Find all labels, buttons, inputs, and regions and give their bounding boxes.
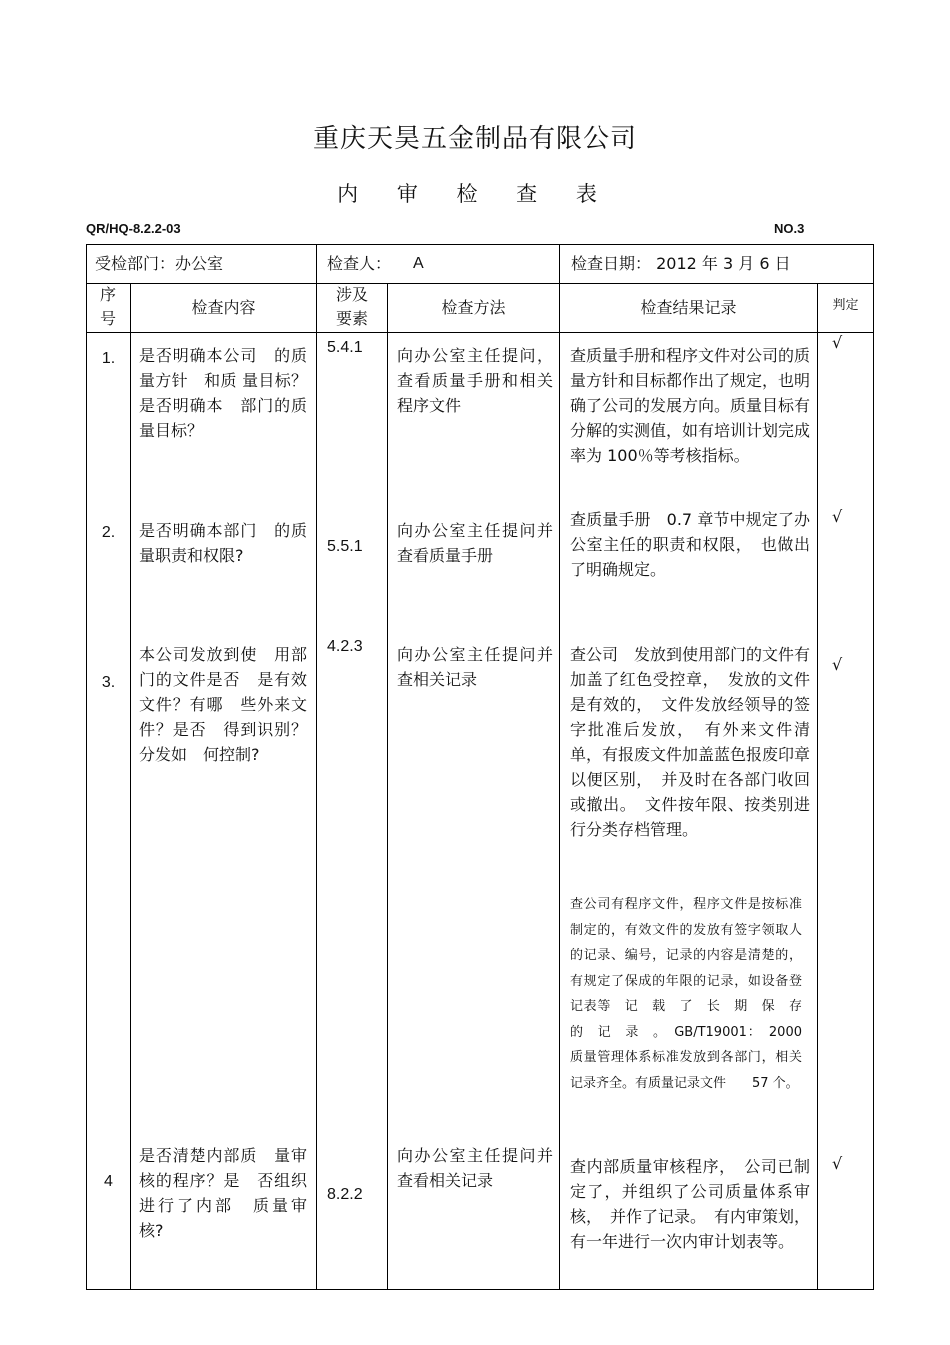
col-divider [130,283,131,1289]
judge-check: √ [832,655,843,674]
row-result: 查公司 发放到使用部门的文件有加盖了红色受控章， 发放的文件是有效的， 文件发放经领导的签字批准后发放， 有外来文件清单，有报废文件加盖蓝色报废印章以便区别， 并及时在各部门收回或撤出。 文件按年限、按类别进行分类存档管理。 [570,645,811,839]
company-title: 重庆天昊五金制品有限公司 [312,124,637,154]
row-divider [87,283,873,284]
row-clause: 4.2.3 [327,638,363,655]
row-content: 是否明确本公司 的质量方针 和质 量目标？是否明确本 部门的质量目标？ [139,346,307,440]
row-result: 查质量手册 0.7 章节中规定了办公室主任的职责和权限， 也做出了明确规定。 [570,510,810,579]
row-divider [87,332,873,333]
col-header-seq: 序号 [99,285,116,328]
row-method: 向办公室主任提问并查相关记录 [397,645,553,689]
col-header-judge: 判定 [832,298,859,313]
col-divider [559,245,560,283]
form-title: 内 审 检 查 表 [337,182,613,206]
page-number: NO.3 [774,221,805,236]
row-method: 向办公室主任提问，查看质量手册和相关程序文件 [397,346,553,415]
col-divider [559,283,560,1289]
inspector-name: A [413,255,424,272]
row-content: 本公司发放到使 用部门的文件是否 是有效文件？有哪 些外来文件？是否 得到识别？分发如 何控制? [139,645,307,764]
judge-check: √ [832,1154,843,1173]
col-divider [817,283,818,1289]
doc-code: QR/HQ-8.2.2-03 [86,221,181,236]
row-method: 向办公室主任提问并查看质量手册 [397,521,553,565]
row-seq: 2. [101,524,116,541]
row-content: 是否明确本部门 的质量职责和权限? [139,521,307,565]
row-clause: 5.4.1 [327,339,363,356]
row-method: 向办公室主任提问并查看相关记录 [397,1146,553,1190]
row-result: 查质量手册和程序文件对公司的质量方针和目标都作出了规定，也明确了公司的发展方向。质量目标有分解的实测值，如有培训计划完成率为 100％等考核指标。 [570,346,811,465]
row-result-extra: 查公司有程序文件，程序文件是按标准制定的，有效文件的发放有签字领取人的记录、编号，记录的内容是清楚的，有规定了保成的年限的记录，如设备登记表等 记 载 了 长 期 保 存 的 记 录 。 GB/T19001： 2000 质量管理体系标准发放到各部门，相关记录齐全。有质量记录文件 57 个。 [570,897,816,1091]
col-divider [316,245,317,283]
dept-label: 受检部门：办公室 [95,254,224,273]
inspector-label: 检查人： [327,254,392,273]
row-result: 查内部质量审核程序， 公司已制定了，并组织了公司质量体系审核， 并作了记录。 有内审策划，有一年进行一次内审计划表等。 [570,1157,811,1251]
judge-check: √ [832,333,843,352]
row-clause: 5.5.1 [327,538,363,555]
row-clause: 8.2.2 [327,1186,363,1203]
col-header-clause: 涉及要素 [335,285,368,328]
inspection-date: 检查日期： 2012 年 3 月 6 日 [571,254,791,273]
col-header-result: 检查结果记录 [640,298,737,317]
col-header-method: 检查方法 [441,298,506,317]
audit-table [86,244,874,1290]
row-seq: 3. [101,674,116,691]
row-seq: 4 [104,1173,113,1190]
col-divider [387,283,388,1289]
col-header-content: 检查内容 [191,298,256,317]
row-content: 是否清楚内部质 量审核的程序？是 否组织进行了内部 质量审核? [139,1146,307,1240]
row-seq: 1. [101,350,116,367]
col-divider [316,283,317,1289]
judge-check: √ [832,507,843,526]
